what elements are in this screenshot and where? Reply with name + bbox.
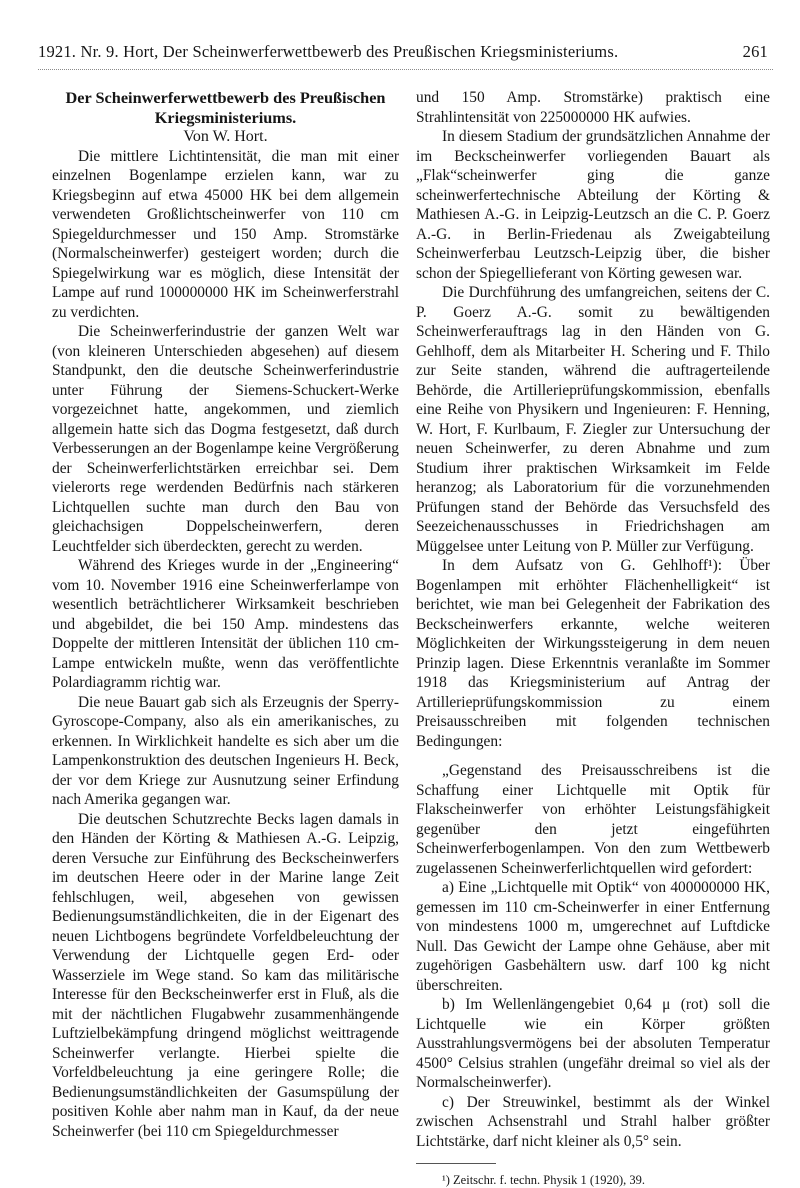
competition-conditions: [416, 761, 770, 1151]
right-column: [416, 88, 770, 1188]
paragraph: Die neue Bauart gab sich als Erzeugnis der Sperry-Gyroscope-Company, also als ein amerikanisches, zu erkennen. In Wirklichkeit handelte es sich aber um die Lampenkonstruktion des deutschen Ingenieurs H. Beck, der vor dem Kriege zur Ausnutzung seiner Erfindung nach Amerika gegangen war.: [52, 693, 399, 808]
footnote-rule: [416, 1163, 496, 1164]
paragraph: In dem Aufsatz von G. Gehlhoff¹): Über Bogenlampen mit erhöhter Flächenhelligkeit“ ist berichtet, wie man bei Gelegenheit der Fabrikation des Beckscheinwerfers erkannte, welche weiteren Möglichkeiten der Wirkungssteigerung in dem neuen Prinzip lagen. Diese Erkenntnis veranlaßte im Sommer 1918 das Kriegsministerium auf Antrag der Artillerieprüfungskommission zu einem Preisausschreiben mit folgenden technischen Bedingungen:: [416, 557, 770, 750]
condition-a: a) Eine „Lichtquelle mit Optik“ von 400000000 HK, gemessen im 110 cm-Scheinwerfer in einer Entfernung von mindestens 1000 m, umgerechnet auf Luftdicke Null. Das Gewicht der Lampe ohne Gehäuse, aber mit zugehörigen Gasbehältern usw. darf 100 kg nicht überschreiten.: [416, 879, 770, 994]
paragraph-continued: und 150 Amp. Stromstärke) praktisch eine Strahlintensität von 225000000 HK aufwies.: [416, 89, 770, 126]
footnote: ¹) Zeitschr. f. techn. Physik 1 (1920), 39.: [442, 1173, 646, 1187]
left-column: [52, 88, 399, 1141]
quote-paragraph: „Gegenstand des Preisausschreibens ist die Schaffung einer Lichtquelle mit Optik für Flakscheinwerfer von erhöhter Leistungsfähigkeit gegenüber den jetzt eingeführten Scheinwerferbogenlampen. Von den zum Wettbewerb zugelassenen Scheinwerferlichtquellen wird gefordert:: [416, 762, 770, 877]
paragraph: Die mittlere Lichtintensität, die man mit einer einzelnen Bogenlampe erzielen kann, war zu Kriegsbeginn auf etwa 45000 HK bei dem allgemein verwendeten Großlichtscheinwerfer von 110 cm Spiegeldurchmesser und 150 Amp. Stromstärke (Normalscheinwerfer) gesteigert worden; durch die Spiegelwirkung war es möglich, diese Intensität der Lampe auf rund 100000000 HK im Scheinwerferstrahl zu verdichten.: [52, 147, 399, 321]
condition-b: b) Im Wellenlängengebiet 0,64 μ (rot) soll die Lichtquelle wie ein Körper größten Ausstrahlungsvermögens bei der absoluten Temperatur 4500° Celsius strahlen (ungefähr dreimal so viel als der Normalscheinwerfer).: [416, 996, 770, 1091]
paragraph: In diesem Stadium der grundsätzlichen Annahme der im Beckscheinwerfer vorliegenden Bauart als „Flak“scheinwerfer ging die ganze scheinwerfertechnische Abteilung der Körting & Mathiesen A.-G. in Leipzig-Leutzsch an die C. P. Goerz A.-G. in Berlin-Friedenau als Zweigabteilung Scheinwerferbau Leutzsch-Leipzig über, die bisher schon der Spiegellieferant von Körting gewesen war.: [416, 128, 770, 282]
header-rule: [38, 69, 773, 70]
paragraph: Die deutschen Schutzrechte Becks lagen damals in den Händen der Körting & Mathiesen A.-G. Leipzig, deren Versuche zur Einführung des Beckscheinwerfers im deutschen Heere oder in der Marine lange Zeit fehlschlugen, weil, abgesehen von gewissen Bedienungsumständlichkeiten, die in der Eigenart des neuen Lichtbogens begründete Vorfeldbeleuchtung der Verwendung der Lichtquelle gegen Erd- oder Wasserziele im Wege stand. So kam das militärische Interesse für den Beckscheinwerfer erst in Fluß, als die mit der nächtlichen Flugabwehr zusammenhängende Luftzielbekämpfung dringend möglichst weittragende Scheinwerfer verlangte. Hierbei spielte die Vorfeldbeleuchtung ja eine geringere Rolle; die Bedienungsumständlichkeiten der Gasumspülung der positiven Kohle aber nahm man in Kauf, da der neue Scheinwerfer (bei 110 cm Spiegeldurchmesser: [52, 810, 399, 1140]
running-header: [38, 42, 768, 64]
running-header-text: 1921. Nr. 9. Hort, Der Scheinwerferwettbewerb des Preußischen Kriegsministeriums.: [38, 42, 619, 61]
paragraph: Die Durchführung des umfangreichen, seitens der C. P. Goerz A.-G. somit zu bewältigenden Scheinwerferauftrags lag in den Händen von G. Gehlhoff, dem als Mitarbeiter H. Schering und F. Thilo zur Seite standen, während die auftragerteilende Behörde, die Artillerieprüfungskommission, ebenfalls eine Reihe von Physikern und Ingenieuren: F. Henning, W. Hort, F. Kurlbaum, F. Ziegler zur Untersuchung der neuen Scheinwerfer, zu deren Abnahme und zum Studium ihrer praktischen Wirksamkeit im Felde heranzog; als Laboratorium für die vorzunehmenden Prüfungen stand der Behörde das Versuchsfeld des Seezeichenausschusses in Friedrichshagen am Müggelsee unter Leitung von P. Müller zur Verfügung.: [416, 284, 770, 555]
paragraph: Die Scheinwerferindustrie der ganzen Welt war (von kleineren Unterschieden abgesehen) auf diesem Standpunkt, den die deutsche Scheinwerferindustrie unter Führung der Siemens-Schuckert-Werke vorgezeichnet hatte, angekommen, und ziemlich allgemein hatte sich das Dogma festgesetzt, daß durch Verbesserungen an der Bogenlampe keine Vergrößerung der Scheinwerferlichtstärken erreichbar sei. Dem vielerorts rege werdenden Bedürfnis nach stärkeren Lichtquellen suchte man durch den Bau von gleichachsigen Doppelscheinwerfern, deren Leuchtfelder sich überdeckten, gerecht zu werden.: [52, 323, 399, 555]
article-author: Von W. Hort.: [183, 128, 268, 145]
page-number: 261: [742, 42, 768, 61]
paragraph: Während des Krieges wurde in der „Engineering“ vom 10. November 1916 eine Scheinwerferlampe von wesentlich beträchtlicherer Wirksamkeit beschrieben und abgebildet, die bei 150 Amp. mindestens das Doppelte der mittleren Intensität der üblichen 110 cm-Lampe entwickeln mußte, wenn das veröffentlichte Polardiagramm richtig war.: [52, 557, 399, 691]
article-title: Der Scheinwerferwettbewerb des Preußischen Kriegsministeriums.: [65, 88, 386, 127]
condition-c: c) Der Streuwinkel, bestimmt als der Winkel zwischen Achsenstrahl und Strahl halber größter Lichtstärke, darf nicht kleiner als 0,5° sein.: [416, 1093, 770, 1150]
